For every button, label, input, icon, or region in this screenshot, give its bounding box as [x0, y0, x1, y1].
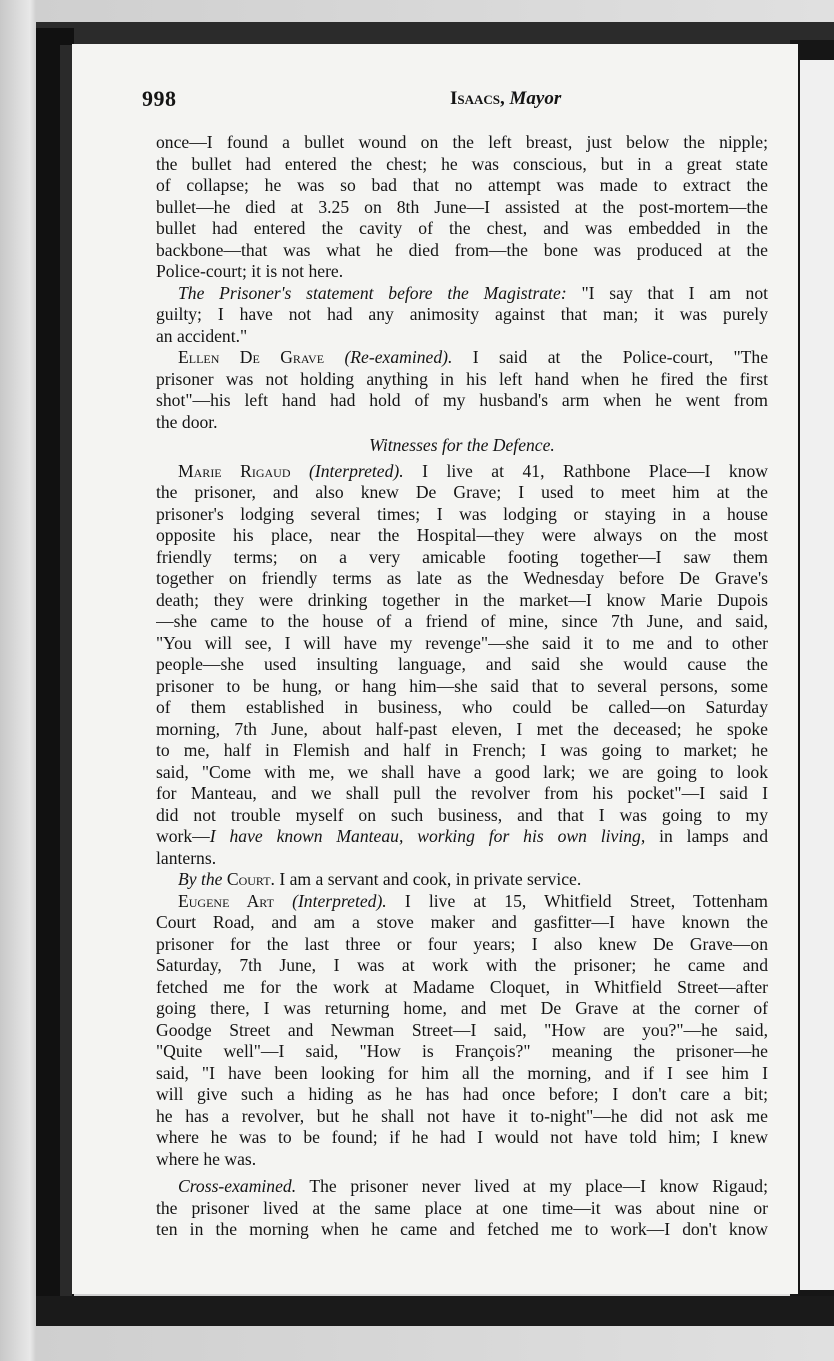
- court-lead: By the: [178, 869, 223, 889]
- paragraph-medical-testimony: [156, 132, 768, 283]
- speaker-note: (Re-examined).: [344, 347, 453, 367]
- text-line: Court Road, and am a stove maker and gasfitter—I have known the: [156, 912, 768, 932]
- text-span: I live at 15, Whitfield Street, Tottenham: [386, 890, 768, 911]
- text-line: did not trouble myself on such business, and that I was going to my: [156, 804, 768, 825]
- speaker-name: Eugene Art: [178, 890, 274, 911]
- text-line: together on friendly terms as late as the Wednesday before De Grave's: [156, 568, 768, 588]
- text-line: [156, 869, 768, 891]
- scanner-shadow-top: [36, 22, 834, 46]
- text-line: "Quite well"—I said, "How is François?" meaning the prisoner—he: [156, 1041, 768, 1061]
- text-line: once—I found a bullet wound on the left breast, just below the nipple;: [156, 132, 768, 152]
- text-span: I said at the Police-court, "The: [452, 347, 768, 367]
- text-line: opposite his place, near the Hospital—they were always on the most: [156, 525, 768, 545]
- text-line: people—she used insulting language, and said she would cause the: [156, 654, 768, 674]
- text-line: the prisoner, and also knew De Grave; I used to meet him at the: [156, 482, 768, 502]
- text-line: [156, 347, 768, 369]
- text-line: will give such a hiding as he has had once before; I don't care a bit;: [156, 1084, 768, 1104]
- text-span: I live at 41, Rathbone Place—I know: [403, 460, 768, 481]
- text-line: lanterns.: [156, 847, 217, 868]
- text-line: —she came to the house of a friend of mine, since 7th June, and said,: [156, 611, 768, 631]
- cross-examined-lead: Cross-examined.: [178, 1176, 297, 1196]
- text-line: morning, 7th June, about half-past eleven, I met the deceased; he spoke: [156, 718, 768, 739]
- text-line: [156, 1176, 768, 1198]
- text-line: [156, 283, 768, 305]
- paragraph-prisoner-statement: [156, 283, 768, 348]
- text-line: of collapse; he was so bad that no attempt was made to extract the: [156, 175, 768, 195]
- running-head-title: Mayor: [509, 88, 562, 109]
- text-span: The prisoner never lived at my place—I know Rigaud;: [296, 1176, 768, 1196]
- book-page: [72, 44, 798, 1294]
- text-line: the prisoner lived at the same place at one time—it was about nine or: [156, 1197, 768, 1218]
- italic-span: I have known Manteau, working for his own living,: [209, 826, 646, 846]
- text-span: work—: [156, 826, 210, 846]
- text-span: in lamps and: [645, 826, 768, 846]
- text-line: Saturday, 7th June, I was at work with the prisoner; he came and: [156, 955, 768, 975]
- text-line: where he was.: [156, 1148, 257, 1169]
- text-line: said, "Come with me, we shall have a good lark; we are going to look: [156, 761, 768, 782]
- text-line: an accident.": [156, 325, 248, 346]
- text-line: shot"—his left hand had hold of my husband's arm when he went from: [156, 390, 768, 410]
- text-line: going there, I was returning home, and met De Grave at the corner of: [156, 998, 768, 1018]
- text-line: [156, 826, 768, 848]
- text-line: prisoner was not holding anything in his left hand when he fired the first: [156, 368, 768, 389]
- text-line: [156, 461, 768, 483]
- paragraph-by-the-court: [156, 869, 768, 891]
- text-line: the door.: [156, 411, 218, 432]
- book-page-edges: [60, 45, 72, 1305]
- text-line: he has a revolver, but he shall not have it to-night"—he did not ask me: [156, 1105, 768, 1126]
- text-line: Police-court; it is not here.: [156, 261, 344, 281]
- text-line: where he was to be found; if he had I would not have told him; I knew: [156, 1127, 768, 1147]
- text-line: prisoner for the last three or four years; I also knew De Grave—on: [156, 933, 768, 954]
- paragraph-ellen-de-grave: [156, 347, 768, 433]
- text-line: "You will see, I will have my revenge"—she said it to me and to other: [156, 632, 768, 653]
- speaker-name: Marie Rigaud: [178, 460, 291, 481]
- paragraph-marie-rigaud: [156, 461, 768, 870]
- running-head-name: Isaacs,: [450, 88, 505, 109]
- text-line: fetched me for the work at Madame Cloquet, in Whitfield Street—after: [156, 976, 768, 997]
- text-line: said, "I have been looking for him all the morning, and if I see him I: [156, 1062, 768, 1083]
- running-head: [450, 88, 561, 110]
- text-line: for Manteau, and we shall pull the revolver from his pocket"—I said I: [156, 783, 768, 803]
- text-line: [156, 891, 768, 913]
- speaker-note: (Interpreted).: [309, 460, 404, 481]
- text-line: Goodge Street and Newman Street—I said, "How are you?"—he said,: [156, 1019, 768, 1040]
- text-line: bullet had entered the cavity of the chest, and was embedded in the: [156, 218, 768, 238]
- section-heading: Witnesses for the Defence.: [369, 435, 555, 455]
- page-header: [142, 86, 762, 116]
- text-span: I am a servant and cook, in private service.: [274, 869, 582, 889]
- text-line: backbone—that was what he died from—the bone was produced at the: [156, 239, 768, 260]
- text-line: ten in the morning when he came and fetched me to work—I don't know: [156, 1219, 768, 1239]
- text-line: friendly terms; on a very amicable footing together—I saw them: [156, 546, 768, 567]
- text-line: prisoner's lodging several times; I was lodging or staying in a house: [156, 503, 768, 524]
- text-line: death; they were drinking together in the market—I know Marie Dupois: [156, 589, 768, 610]
- text-line: the bullet had entered the chest; he was conscious, but in a great state: [156, 153, 768, 174]
- facing-page-edge: [800, 60, 834, 1290]
- paragraph-cross-examined: [156, 1176, 768, 1241]
- scanner-shadow-bottom: [36, 1296, 834, 1326]
- text-line: prisoner to be hung, or hang him—she said that to several persons, some: [156, 675, 768, 696]
- speaker-name: Ellen De Grave: [178, 347, 325, 367]
- text-line: of them established in business, who could be called—on Saturday: [156, 697, 768, 717]
- text-line: bullet—he died at 3.25 on 8th June—I assisted at the post-mortem—the: [156, 196, 768, 217]
- court-label: Court.: [226, 869, 275, 889]
- page-body: [156, 132, 768, 1241]
- paragraph-eugene-art: [156, 891, 768, 1171]
- statement-lead: The Prisoner's statement before the Magistrate:: [178, 282, 567, 303]
- speaker-note: (Interpreted).: [292, 890, 387, 911]
- text-span: "I say that I am not: [566, 282, 768, 303]
- page-number: 998: [142, 86, 177, 111]
- text-line: guilty; I have not had any animosity against that man; it was purely: [156, 304, 768, 324]
- text-line: to me, half in Flemish and half in French; I was going to market; he: [156, 740, 768, 760]
